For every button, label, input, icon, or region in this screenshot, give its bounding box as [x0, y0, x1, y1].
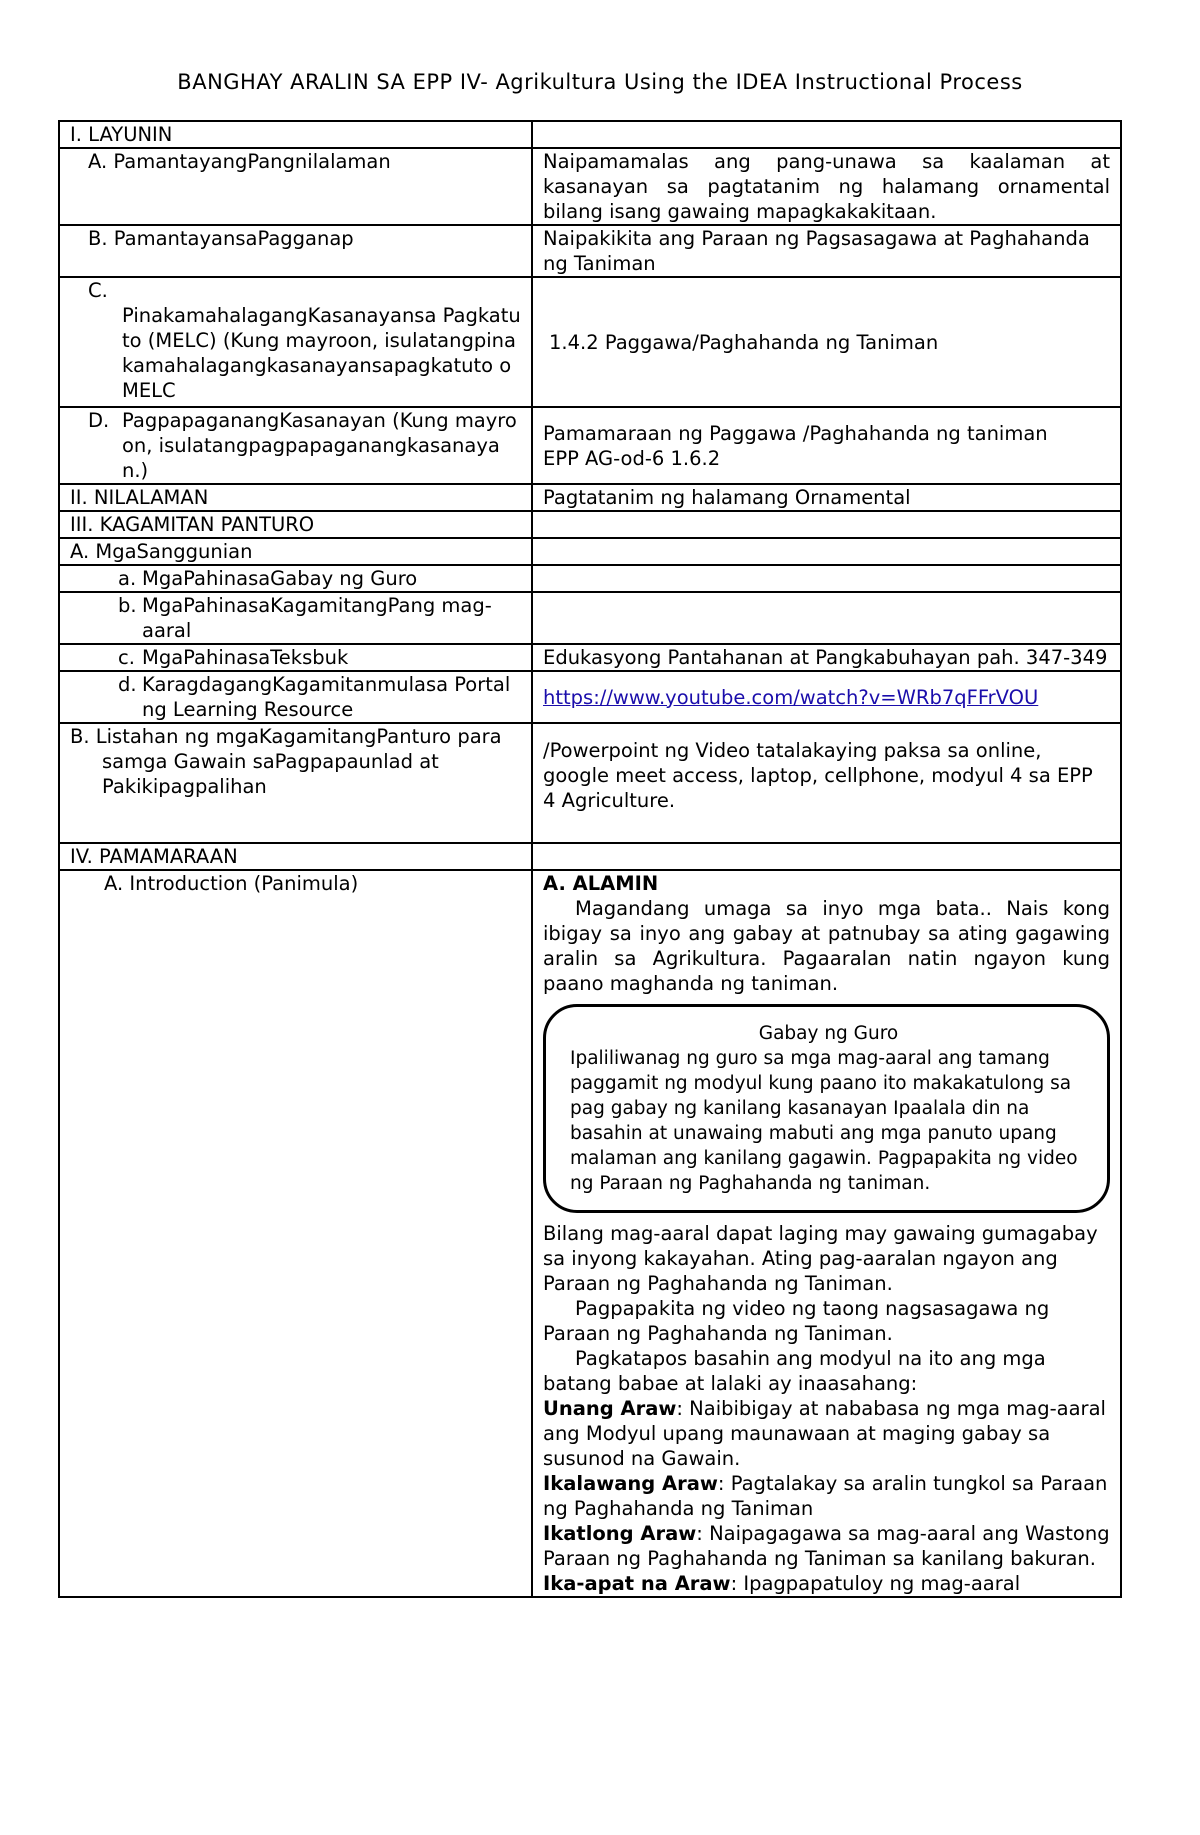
- table-row: [59, 565, 1121, 592]
- alamin-text: Magandang umaga sa inyo mga bata.. Nais kong ibigay sa inyo ang gabay at patnubay sa ating gagawing aralin sa Agrikultura. Pagaaralan natin ngayon kung paano maghanda ng taniman.: [543, 897, 1110, 995]
- pamantayang-pangnilalaman-label: A. PamantayangPangnilalaman: [88, 150, 391, 173]
- kagamitang-pang-mag-aaral-value: [532, 592, 1121, 644]
- listahan-kagamitan-label: B. Listahan ng mgaKagamitangPanturo para samga Gawain saPagpapaunlad at Pakikipagpalihan: [70, 725, 502, 798]
- table-row: [59, 484, 1121, 511]
- video-paragraph: Pagpapakita ng video ng taong nagsasagawa ng Paraan ng Paghahanda ng Taniman.: [543, 1297, 1050, 1345]
- alamin-heading: A. ALAMIN: [543, 872, 659, 895]
- melc-value: 1.4.2 Paggawa/Paghahanda ng Taniman: [532, 277, 1121, 407]
- day-entry: [543, 1471, 1110, 1521]
- item-letter: d.: [118, 673, 137, 696]
- pagpapaganang-kasanayan-code: EPP AG-od-6 1.6.2: [543, 446, 721, 470]
- day-text: : Naipagagawa sa mag-aaral ang Wastong Paraan ng Paghahanda ng Taniman sa kanilang bakuran.: [543, 1522, 1110, 1570]
- sanggunian-label: A. MgaSanggunian: [59, 538, 532, 565]
- listahan-kagamitan-value: /Powerpoint ng Video tatalakaying paksa sa online, google meet access, laptop, cellphone, modyul 4 sa EPP 4 Agriculture.: [532, 723, 1121, 843]
- table-row: [59, 644, 1121, 671]
- table-row: [59, 592, 1121, 644]
- melc-letter: C.: [88, 279, 108, 302]
- day-text: : Ipagpapatuloy ng mag-aaral: [730, 1572, 1021, 1595]
- table-row: [59, 511, 1121, 538]
- youtube-link[interactable]: https://www.youtube.com/watch?v=WRb7qFFrVOU: [543, 685, 1039, 709]
- melc-label: PinakamahalagangKasanayansa Pagkatuto (MELC) (Kung mayroon, isulatangpinakamahalagangkasanayansapagkatuto o MELC: [122, 304, 521, 402]
- layunin-heading: I. LAYUNIN: [59, 121, 532, 148]
- item-letter: a.: [118, 567, 137, 590]
- pamantayan-sa-pagganap-value: Naipakikita ang Paraan ng Pagsasagawa at Paghahanda ng Taniman: [532, 225, 1121, 277]
- day-label: Ika-apat na Araw: [543, 1572, 731, 1595]
- day-entry: [543, 1571, 1110, 1596]
- pagpapaganang-kasanayan-label: PagpapaganangKasanayan (Kung mayroon, isulatangpagpapaganangkasanayan.): [122, 409, 517, 482]
- day-label: Ikatlong Araw: [543, 1522, 697, 1545]
- pagpapaganang-kasanayan-value: Pamamaraan ng Paggawa /Paghahanda ng taniman: [543, 421, 1048, 445]
- gabay-ng-guro-text: Ipaliliwanag ng guro sa mga mag-aaral ang tamang paggamit ng modyul kung paano ito makakatulong sa pag gabay ng kanilang kasanayan Ipaalala din na basahin at unawaing mabuti ang mga panuto upang malaman ang kanilang gagawin. Pagpapakita ng video ng Paraan ng Paghahanda ng taniman.: [570, 1048, 1078, 1194]
- table-row: [59, 225, 1121, 277]
- lesson-plan-table: [58, 120, 1122, 1598]
- table-row: [59, 148, 1121, 225]
- kagamitang-pang-mag-aaral-label: MgaPahinasaKagamitangPang mag-aaral: [142, 594, 492, 642]
- table-row: [59, 121, 1121, 148]
- table-row: [59, 671, 1121, 723]
- gabay-ng-guro-pahina-value: [532, 565, 1121, 592]
- table-row: [59, 277, 1121, 407]
- day-text: : Pagtalakay sa aralin tungkol sa Paraan ng Paghahanda ng Taniman: [543, 1472, 1108, 1520]
- pamamaraan-heading: IV. PAMAMARAAN: [59, 843, 532, 870]
- pamantayan-sa-pagganap-label: B. PamantayansaPagganap: [88, 227, 354, 250]
- table-row: [59, 723, 1121, 843]
- item-letter: b.: [118, 594, 137, 617]
- document-title: BANGHAY ARALIN SA EPP IV- Agrikultura Using the IDEA Instructional Process: [177, 70, 1023, 94]
- nilalaman-value: Pagtatanim ng halamang Ornamental: [532, 484, 1121, 511]
- table-row: [59, 843, 1121, 870]
- item-letter: c.: [118, 646, 135, 669]
- introduction-label: A. Introduction (Panimula): [104, 872, 359, 895]
- gabay-ng-guro-pahina-label: MgaPahinasaGabay ng Guro: [142, 567, 418, 590]
- teksbuk-label: MgaPahinasaTeksbuk: [142, 646, 349, 669]
- table-row: [59, 407, 1121, 484]
- intro-paragraph: Bilang mag-aaral dapat laging may gawaing gumagabay sa inyong kakayahan. Ating pag-aaralan ngayon ang Paraan ng Paghahanda ng Taniman.: [543, 1222, 1098, 1295]
- kagamitan-heading: III. KAGAMITAN PANTURO: [59, 511, 532, 538]
- nilalaman-label: II. NILALAMAN: [59, 484, 532, 511]
- table-row: [59, 870, 1121, 1597]
- teksbuk-value: Edukasyong Pantahanan at Pangkabuhayan pah. 347-349: [532, 644, 1121, 671]
- learning-resource-label: KaragdagangKagamitanmulasa Portal ng Learning Resource: [142, 673, 511, 721]
- gabay-ng-guro-box: [543, 1004, 1110, 1213]
- table-row: [59, 538, 1121, 565]
- day-text: : Naibibigay at nababasa ng mga mag-aaral ang Modyul upang maunawaan at maging gabay sa susunod na Gawain.: [543, 1397, 1106, 1470]
- day-entry: [543, 1396, 1110, 1471]
- expectation-paragraph: Pagkatapos basahin ang modyul na ito ang mga batang babae at lalaki ay inaasahang:: [543, 1347, 1046, 1395]
- day-label: Ikalawang Araw: [543, 1472, 718, 1495]
- gabay-ng-guro-title: Gabay ng Guro: [758, 1023, 899, 1044]
- kasanayan-letter: D.: [88, 409, 110, 432]
- day-label: Unang Araw: [543, 1397, 677, 1420]
- day-entry: [543, 1521, 1110, 1571]
- pamantayang-pangnilalaman-value: Naipamamalas ang pang-unawa sa kaalaman at kasanayan sa pagtatanim ng halamang ornamental bilang isang gawaing mapagkakakitaan.: [532, 148, 1121, 225]
